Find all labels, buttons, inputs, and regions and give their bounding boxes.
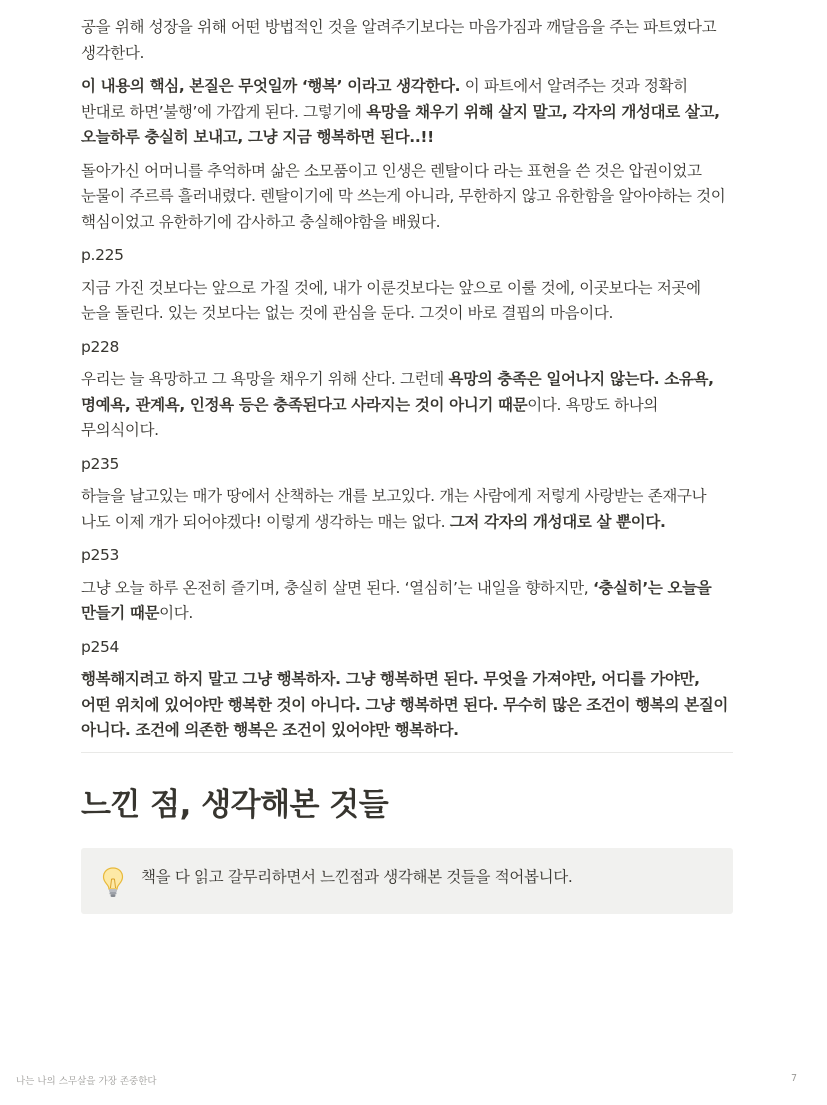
footer-title: 나는 나의 스무살을 가장 존중한다 bbox=[16, 1076, 157, 1087]
text-run: p235 bbox=[81, 454, 120, 473]
bold-text: 행복해지려고 하지 말고 그냥 행복하자. 그냥 행복하면 된다. 무엇을 가져야만, 어디를 가야만, 어떤 위치에 있어야만 행복한 것이 아니다. 그냥 행복하면 된다. 무수히 많은 조건이 행복의 본질이 아니다. 조건에 의존한 행복은 조건이 있어야만 행복하다. bbox=[81, 670, 728, 739]
bold-text: 욕망의 충족은 일어나지 않는다. 소유욕, 명예욕, 관계욕, 인정욕 등은 충족된다고 사라지는 것이 아니기 때문 bbox=[81, 370, 714, 414]
text-run: 이 파트에서 알려주는 것과 정확히 반대로 하면’불행’에 가깝게 된다. 그렇기에 bbox=[81, 77, 688, 121]
text-run: p.225 bbox=[81, 246, 124, 264]
paragraph bbox=[81, 367, 733, 444]
paragraph bbox=[81, 74, 733, 151]
page-reference bbox=[81, 335, 733, 361]
text-run: 그냥 오늘 하루 온전히 즐기며, 충실히 살면 된다. ‘열심히’는 내일을 향하지만, bbox=[81, 578, 593, 597]
section-heading: 느낀 점, 생각해본 것들 bbox=[81, 786, 389, 823]
text-run: 우리는 늘 욕망하고 그 욕망을 채우기 위해 산다. 그런데 bbox=[81, 370, 449, 388]
bold-text: ‘충실히’는 오늘을 만들기 때문 bbox=[81, 578, 712, 622]
quote-notes bbox=[81, 15, 733, 744]
lightbulb-icon bbox=[101, 866, 125, 900]
page-reference bbox=[81, 452, 733, 478]
text-run: 공을 위해 성장을 위해 어떤 방법적인 것을 알려주기보다는 마음가짐과 깨달음을 주는 파트였다고 생각한다. bbox=[81, 18, 717, 62]
text-run: 이다. 욕망도 하나의 무의식이다. bbox=[81, 395, 658, 439]
text-run: 지금 가진 것보다는 앞으로 가질 것에, 내가 이룬것보다는 앞으로 이룰 것에, 이곳보다는 저곳에 눈을 돌린다. 있는 것보다는 없는 것에 관심을 둔다. 그것이 바로 결핍의 마음이다. bbox=[81, 278, 701, 322]
divider bbox=[81, 752, 733, 753]
page-content bbox=[81, 15, 733, 914]
callout bbox=[81, 848, 733, 914]
text-run: p228 bbox=[81, 337, 120, 356]
paragraph bbox=[81, 484, 733, 535]
text-run: 이다. bbox=[159, 604, 193, 622]
paragraph bbox=[81, 276, 733, 327]
page-reference bbox=[81, 543, 733, 569]
footer-page-number: 7 bbox=[791, 1073, 798, 1084]
text-run: p253 bbox=[81, 546, 120, 564]
page-reference bbox=[81, 243, 733, 269]
bold-text: 이 내용의 핵심, 본질은 무엇일까 ‘행복’ 이라고 생각한다. bbox=[81, 77, 461, 95]
text-run: 하늘을 날고있는 매가 땅에서 산책하는 개를 보고있다. 개는 사람에게 저렇게 사랑받는 존재구나 나도 이제 개가 되어야겠다! 이렇게 생각하는 매는 없다. bbox=[81, 487, 707, 531]
text-run: p254 bbox=[81, 637, 120, 656]
bold-text: 그저 각자의 개성대로 살 뿐이다. bbox=[449, 512, 666, 531]
bold-text: 욕망을 채우기 위해 살지 말고, 각자의 개성대로 살고, 오늘하루 충실히 보내고, 그냥 지금 행복하면 된다..!! bbox=[81, 102, 720, 146]
paragraph bbox=[81, 667, 733, 744]
paragraph bbox=[81, 576, 733, 627]
text-run: 돌아가신 어머니를 추억하며 삶은 소모품이고 인생은 렌탈이다 라는 표현을 쓴 것은 압권이었고 눈물이 주르륵 흘러내렸다. 렌탈이기에 막 쓰는게 아니라, 무한하지 않고 유한함을 알아야하는 것이 핵심이었고 유한하기에 감사하고 충실해야함을 배웠다. bbox=[81, 161, 726, 231]
page-reference bbox=[81, 635, 733, 661]
paragraph bbox=[81, 159, 733, 236]
paragraph bbox=[81, 15, 733, 66]
callout-text: 책을 다 읽고 갈무리하면서 느낀점과 생각해본 것들을 적어봅니다. bbox=[141, 867, 573, 886]
